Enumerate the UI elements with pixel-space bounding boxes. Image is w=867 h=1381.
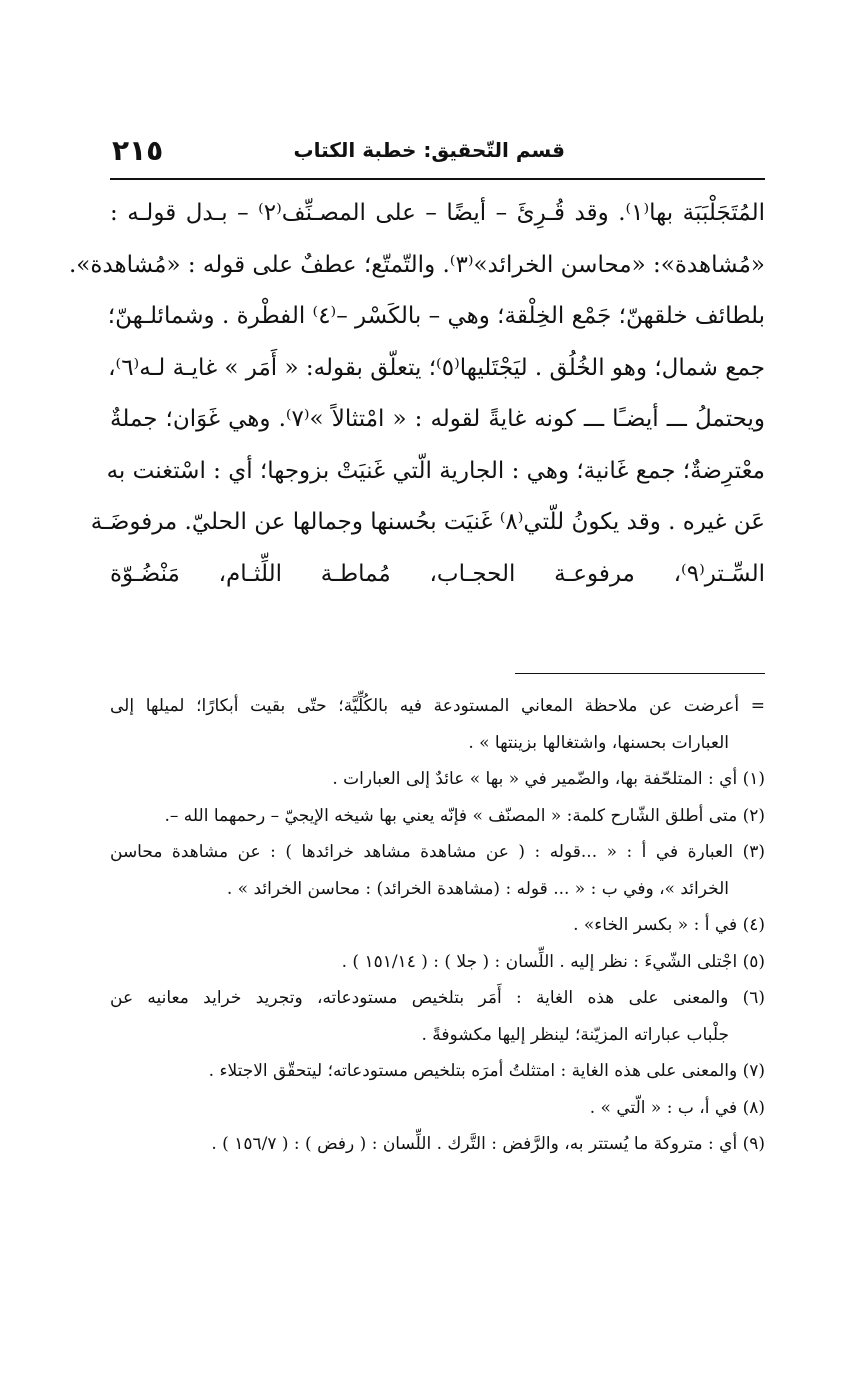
footnote-rule [515,673,765,674]
footnote-1: (١) أي : المتلحّفة بها، والضّمير في « بها » عائدٌ إلى العبارات . [332,769,765,789]
text-line: «مُشاهدة»: «محاسن الخرائد»⁽٣⁾. والتّمتّع؛ عطفٌ على قوله : «مُشاهدة». [68,251,765,278]
footnote-3-cont: الخرائد »، وفي ب : « ... قوله : (مشاهدة الخرائد) : محاسن الخرائد » . [226,878,729,899]
footnote-continuation-line: العبارات بحسنها، واشتغالها بزينتها » . [468,732,729,753]
page-header [110,136,765,174]
footnote-8: (٨) في أ، ب : « الّتي » . [589,1097,765,1118]
running-title: قسم التّحقيق: خطبة الكتاب [293,138,565,162]
footnote-6: (٦) والمعنى على هذه الغاية : أَمَر بتلخيص مستودعاته، وتجريد خرايد معانيه عن [110,988,765,1008]
text-line: عَن غيره . وقد يكونُ للّتي⁽٨⁾ غَنيَت بحُسنها وجمالها عن الحليّ. مرفوضَـة [90,509,765,535]
footnote-7: (٧) والمعنى على هذه الغاية : امتثلتُ أمرَه بتلخيص مستودعاته؛ ليتحقّق الاجتلاء . [208,1061,765,1081]
text-line: معْترِضةٌ؛ جمع غَانية؛ وهي : الجارية الّتي غَنيَتْ بزوجها؛ أي : اسْتغنت به [106,457,765,484]
page-number: ٢١٥ [112,134,164,167]
footnote-6-cont: جلْباب عباراته المزيّنة؛ لينظر إليها مكشوفةً . [421,1024,729,1045]
footnotes [110,688,765,1163]
text-line: السِّـتر⁽٩⁾، مرفوعـة الحجـاب، مُماطـة اللِّثـام، مَنْضُـوّة [110,560,765,587]
text-line: ويحتملُ ـــ أيضـًا ـــ كونه غايةً لقوله : « امْتثالاً »⁽٧⁾. وهي غَوَان؛ جملةٌ [110,406,765,432]
text-line: بلطائف خلقهنّ؛ جَمْع الخِلْقة؛ وهي – بالكَسْر –⁽٤⁾ الفطْرة . وشمائلـهنّ؛ [107,303,765,329]
header-rule [110,178,765,180]
footnote-9: (٩) أي : متروكة ما يُستتر به، والرَّفض : التَّرك . اللِّسان : ( رفض ) : ( ١٥٦/٧ ) . [211,1134,765,1154]
footnote-continuation: = أعرضت عن ملاحظة المعاني المستودعة فيه بالكُلِّيَّة؛ حتّى بقيت أبكارًا؛ لميلها إلى [110,696,766,716]
footnote-2: (٢) متى أطلق الشّارح كلمة: « المصنّف » فإنّه يعني بها شيخه الإيجيّ – رحمهما الله –. [164,805,765,826]
footnote-3: (٣) العبارة في أ : « ...قوله : ( عن مشاهدة مشاهد خرائدها ) : عن مشاهدة محاسن [110,842,765,862]
text-line: جمع شمال؛ وهو الخُلُق . ليَجْتَليها⁽٥⁾؛ يتعلّق بقوله: « أَمَر » غايـة لـه⁽٦⁾، [108,354,765,381]
footnote-4: (٤) في أ : « بكسر الخاء» . [573,915,765,935]
continuation-mark: = [750,696,766,716]
text-line: المُتَجَلْبَبَة بها⁽١⁾. وقد قُـرِئَ – أيضًا – على المصـنِّف⁽٢⁾ – بـدل قولـه : [110,200,765,226]
main-text [68,188,765,600]
footnote-5: (٥) اجْتلى الشّيءَ : نظر إليه . اللِّسان : ( جلا ) : ( ١٥١/١٤ ) . [341,951,765,972]
